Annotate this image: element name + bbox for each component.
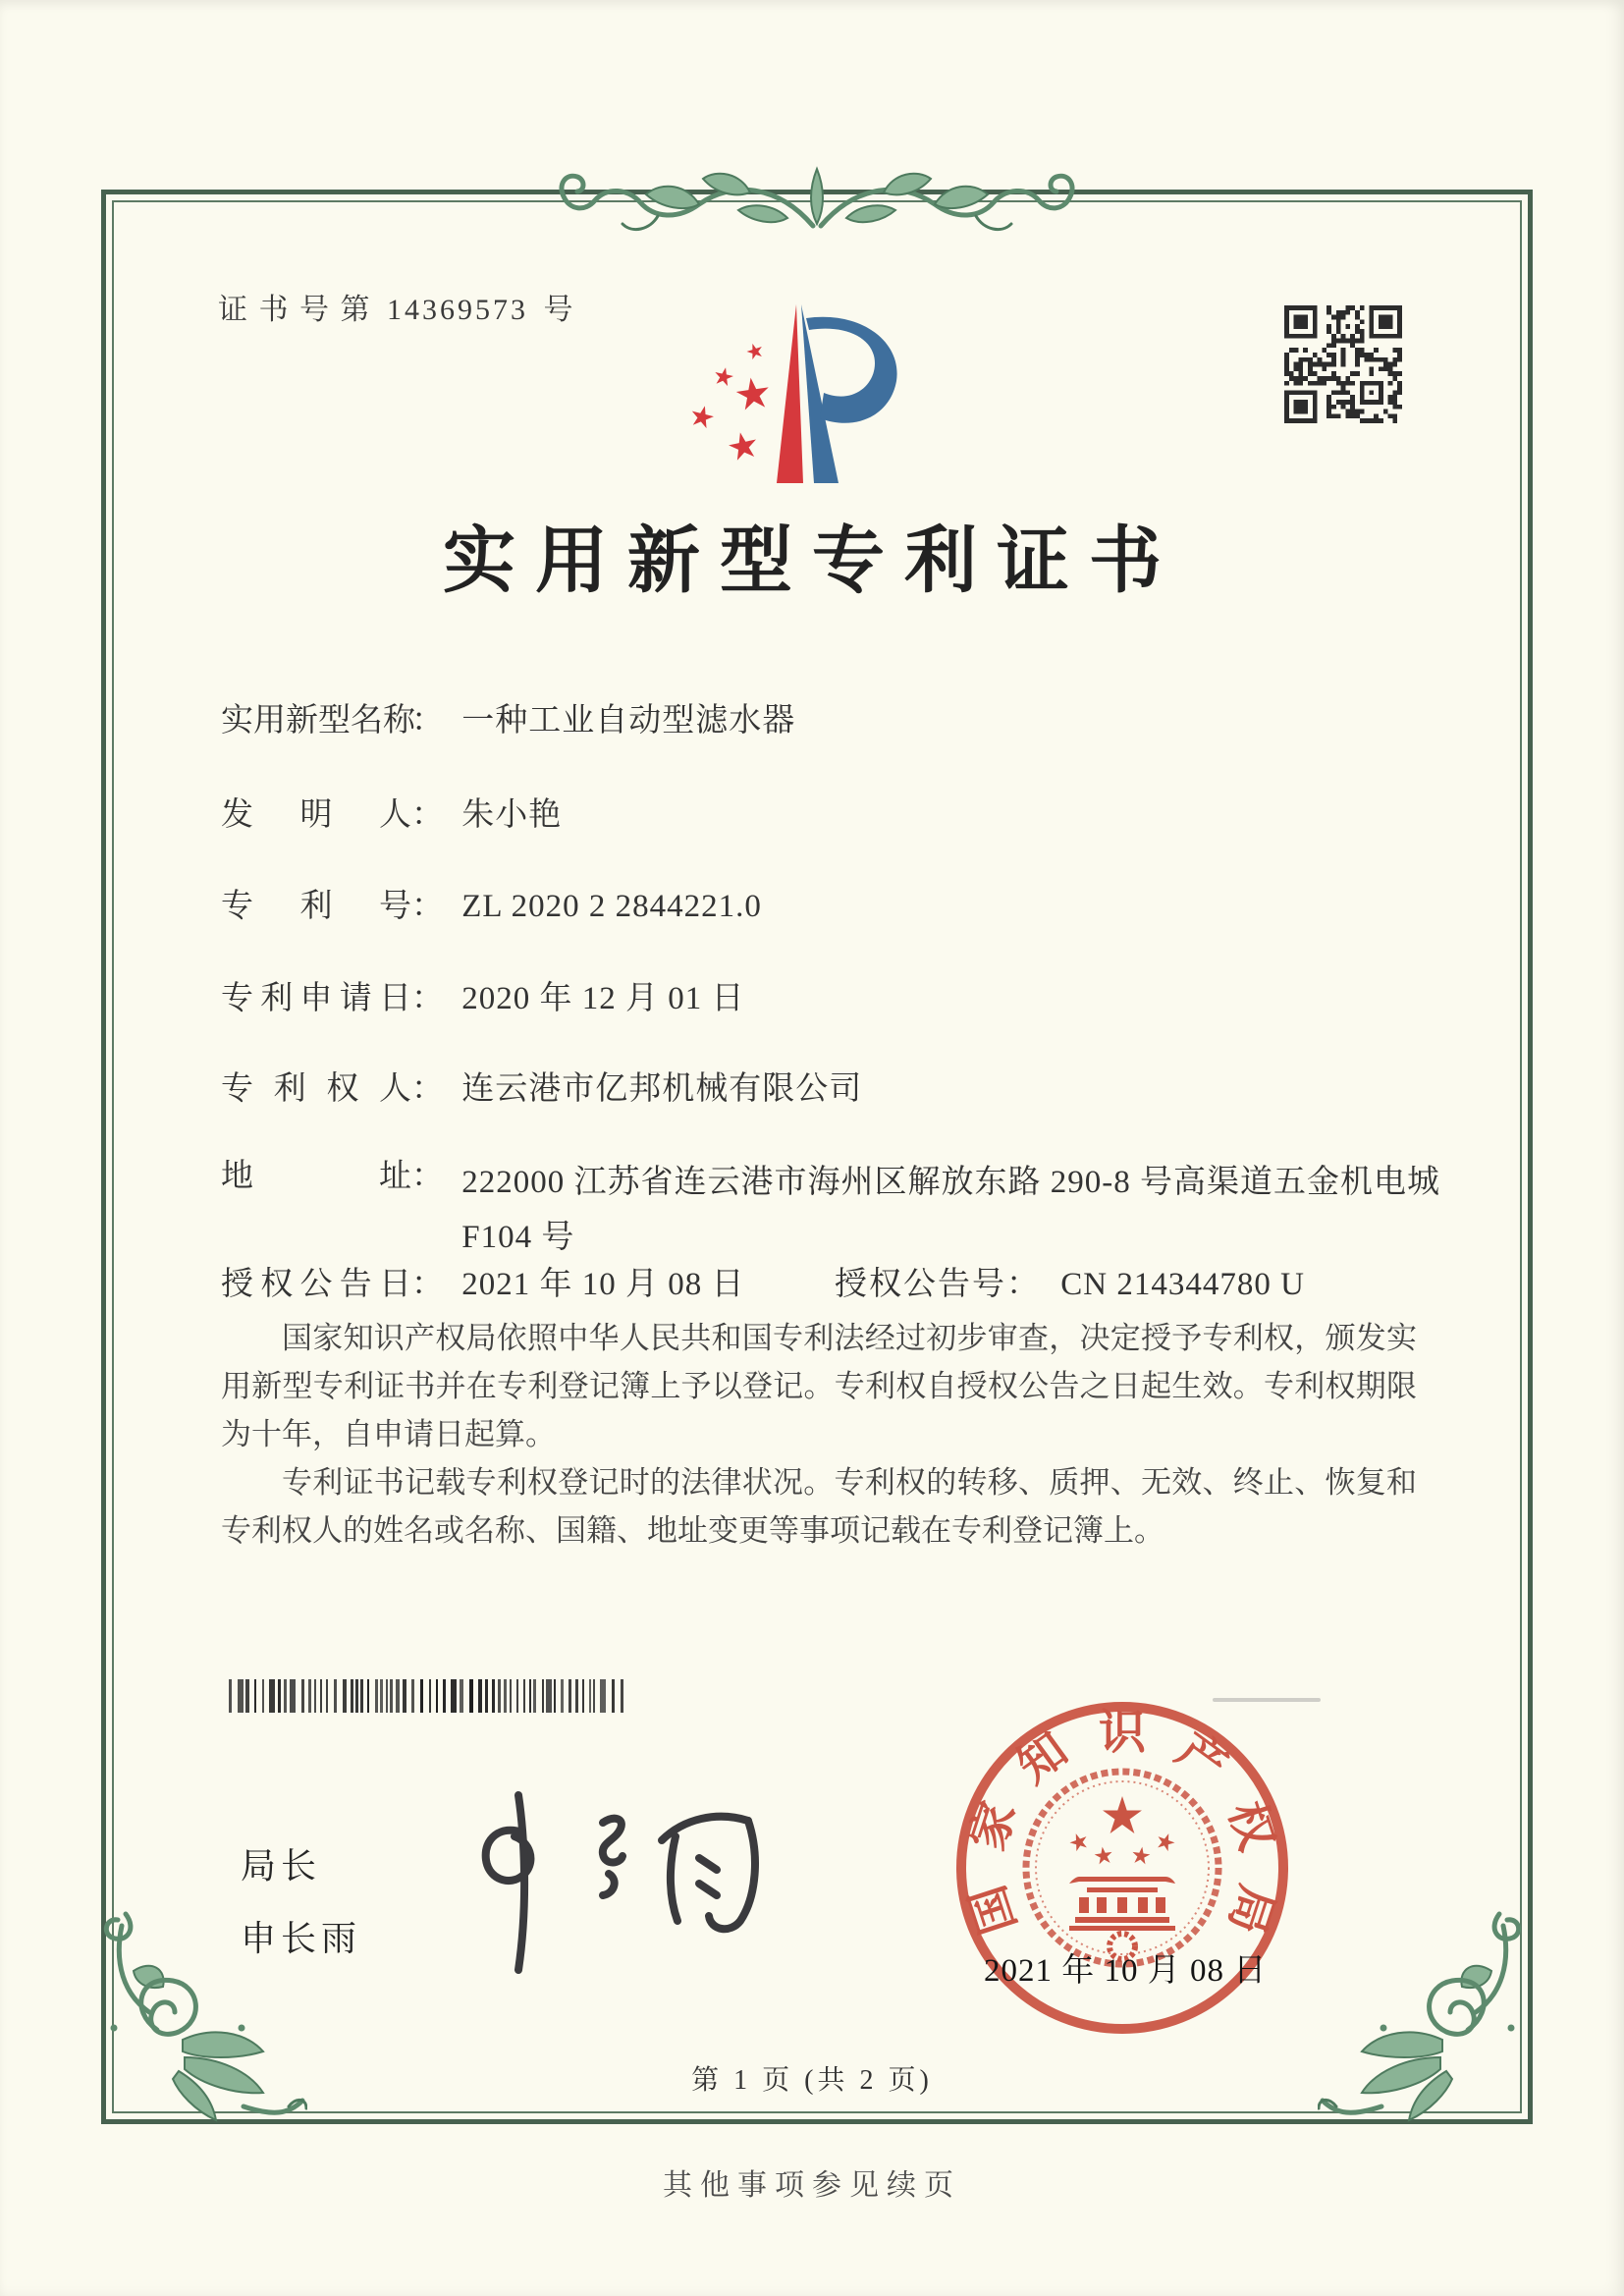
colon: ： — [411, 889, 444, 924]
page-number: 第 1 页 (共 2 页) — [691, 2065, 933, 2096]
scan-artifact — [1213, 1698, 1321, 1702]
svg-text:权: 权 — [1218, 1795, 1283, 1857]
field-value: CN 214344780 U — [1060, 1267, 1305, 1302]
certificate-number — [218, 285, 575, 328]
field-filing-date — [221, 977, 745, 1021]
certificate-body-text — [221, 1314, 1417, 1555]
barcode-icon — [229, 1679, 633, 1713]
body-paragraph-1: 国家知识产权局依照中华人民共和国专利法经过初步审查，决定授予专利权，颁发实用新型专利证书并在专利登记簿上予以登记。专利权自授权公告之日起生效。专利权期限为十年，自申请日起算。 — [221, 1321, 1417, 1451]
colon: ： — [411, 981, 444, 1016]
seal-date: 2021 年 10 月 08 日 — [984, 1953, 1268, 1989]
top-ornament-band — [542, 145, 1092, 251]
logo-blue-stem — [801, 304, 839, 483]
seal-national-emblem — [1026, 1772, 1218, 1964]
logo-stars — [689, 341, 772, 461]
colon: ： — [411, 1267, 444, 1302]
svg-text:国: 国 — [961, 1879, 1026, 1941]
logo-red-wedge — [777, 304, 803, 483]
body-paragraph-2: 专利证书记载专利权登记时的法律状况。专利权的转移、质押、无效、终止、恢复和专利权人的姓名或名称、国籍、地址变更等事项记载在专利登记簿上。 — [221, 1465, 1417, 1548]
field-utility-model-name — [221, 699, 795, 743]
field-inventor — [221, 793, 562, 838]
field-grant-number — [835, 1263, 1305, 1307]
bottom-right-flourish — [1318, 1910, 1529, 2136]
field-label: 授权公告号 — [835, 1267, 1006, 1302]
field-label: 专利申请日 — [221, 981, 411, 1016]
field-label: 实用新型名称 — [221, 703, 415, 738]
svg-text:知: 知 — [1008, 1723, 1078, 1794]
commissioner-signature — [454, 1774, 787, 1985]
colon: ： — [411, 1071, 444, 1107]
field-grant-date — [221, 1267, 745, 1302]
colon: ： — [1006, 1267, 1041, 1302]
svg-text:产: 产 — [1166, 1723, 1236, 1794]
cnipa-logo-icon — [673, 267, 913, 491]
field-patent-number — [221, 885, 762, 929]
field-label: 授权公告日 — [221, 1267, 411, 1302]
field-label: 专利号 — [221, 889, 411, 924]
cnipa-official-seal — [938, 1683, 1307, 2052]
field-patentee — [221, 1067, 862, 1112]
colon: ： — [411, 1159, 444, 1194]
field-value: 2021 年 10 月 08 日 — [461, 1267, 745, 1302]
field-value: 2020 年 12 月 01 日 — [461, 981, 745, 1016]
field-value: ZL 2020 2 2844221.0 — [461, 889, 762, 924]
qr-code-icon — [1284, 305, 1402, 423]
colon: ： — [411, 703, 444, 738]
field-label: 发明人 — [221, 797, 411, 833]
field-address — [221, 1155, 1463, 1265]
certificate-number-value: 14369573 — [387, 294, 528, 326]
field-label: 地址 — [221, 1159, 411, 1194]
colon: ： — [411, 797, 444, 833]
field-value: 朱小艳 — [461, 797, 563, 833]
svg-text:局: 局 — [1218, 1879, 1283, 1941]
certificate-number-suffix: 号 — [543, 294, 575, 326]
svg-text:家: 家 — [961, 1795, 1026, 1857]
field-value: 连云港市亿邦机械有限公司 — [461, 1071, 863, 1107]
official-name: 申长雨 — [241, 1919, 362, 1958]
field-value: 一种工业自动型滤水器 — [461, 703, 796, 738]
official-title: 局长 — [241, 1846, 322, 1886]
certificate-title: 实用新型专利证书 — [443, 521, 1181, 602]
certificate-number-prefix: 证 书 号 第 — [218, 294, 372, 326]
svg-text:识: 识 — [1098, 1707, 1147, 1759]
field-grant-row — [221, 1263, 1497, 1307]
continuation-note: 其他事项参见续页 — [663, 2169, 961, 2202]
field-label: 专利权人 — [221, 1071, 411, 1107]
field-value: 222000 江苏省连云港市海州区解放东路 290-8 号高渠道五金机电城 F104 号 — [461, 1165, 1440, 1255]
